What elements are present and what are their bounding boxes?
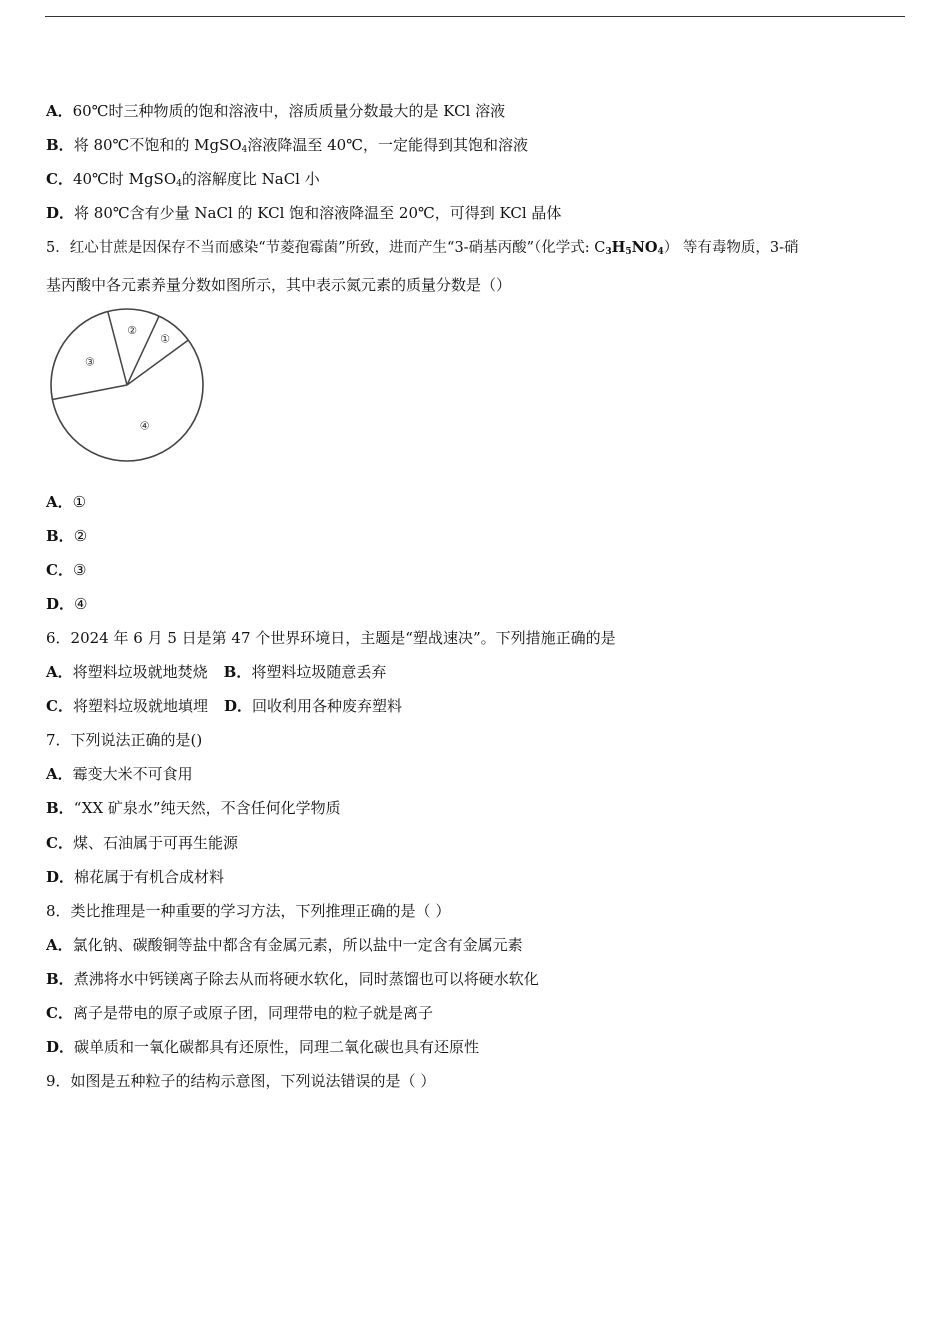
option-label: A．	[46, 493, 73, 511]
subscript: 5	[625, 247, 632, 257]
formula-part: H	[611, 239, 626, 256]
option-label: B．	[46, 527, 74, 545]
q8-option-a	[46, 935, 523, 955]
pie-slice-label: ④	[139, 419, 150, 433]
option-text-part: 将 80℃不饱和的 MgSO	[73, 136, 242, 154]
q7-stem: 7．下列说法正确的是()	[46, 731, 203, 749]
option-text: ②	[73, 527, 88, 545]
subscript: 4	[176, 179, 182, 189]
q5-text: 5．红心甘蔗是因保存不当而感染“节菱孢霉菌”所致，进而产生“3-硝基丙酸”（化学式: C	[46, 240, 606, 256]
option-text: 碳单质和一氧化碳都具有还原性，同理二氧化碳也具有还原性	[74, 1038, 480, 1056]
option-label: B．	[46, 799, 74, 817]
option-label: C．	[46, 1004, 73, 1022]
subscript: 4	[241, 145, 248, 155]
q6-options-row2	[46, 696, 402, 716]
option-text: ④	[74, 595, 88, 613]
option-label: A．	[46, 102, 73, 120]
option-text: 棉花属于有机合成材料	[74, 868, 225, 886]
option-label: B．	[46, 136, 74, 154]
option-label: A．	[46, 936, 73, 954]
option-text: 煮沸将水中钙镁离子除去从而将硬水软化，同时蒸馏也可以将硬水软化	[73, 970, 539, 988]
option-text: 回收利用各种废弃塑料	[251, 697, 402, 715]
q4-option-c	[46, 169, 320, 189]
q5-stem-line2: 基丙酸中各元素养量分数如图所示，其中表示氮元素的质量分数是（）	[46, 276, 512, 294]
q8-option-c	[46, 1003, 433, 1023]
option-label: C．	[46, 834, 73, 852]
option-label: D．	[223, 697, 252, 715]
q9-stem: 9．如图是五种粒子的结构示意图，下列说法错误的是（ ）	[46, 1072, 436, 1090]
pie-divider	[127, 340, 188, 385]
option-label: A．	[46, 663, 73, 681]
subscript: 3	[605, 247, 612, 257]
pie-chart	[47, 305, 207, 465]
q4-option-b	[46, 135, 528, 155]
option-text: 将塑料垃圾就地焚烧	[72, 663, 208, 681]
option-text: 60℃时三种物质的饱和溶液中，溶质质量分数最大的是 KCl 溶液	[72, 102, 506, 120]
q5-option-a	[46, 492, 86, 512]
option-text: ③	[72, 561, 87, 579]
option-label: B．	[46, 970, 74, 988]
option-label: D．	[46, 595, 75, 613]
option-text-part: 溶液降温至 40℃，一定能得到其饱和溶液	[247, 136, 529, 154]
formula-part: NO	[631, 239, 658, 256]
pie-group	[51, 309, 203, 461]
pie-slice-label: ②	[127, 324, 137, 338]
pie-slice-label: ③	[84, 355, 95, 369]
q4-option-d	[46, 203, 561, 223]
option-text: “XX 矿泉水”纯天然，不含任何化学物质	[73, 799, 341, 817]
q4-option-a	[46, 101, 505, 121]
q7-option-b	[46, 798, 341, 818]
q8-option-d	[46, 1037, 479, 1057]
option-text: 煤、石油属于可再生能源	[72, 834, 238, 852]
q6-options-row1	[46, 662, 386, 682]
option-label: B．	[223, 663, 252, 681]
q5-stem-line1	[46, 238, 798, 258]
q7-option-d	[46, 867, 224, 887]
option-label: C．	[46, 170, 73, 188]
option-text: 将塑料垃圾随意丢弃	[251, 663, 387, 681]
q5-option-c	[46, 560, 86, 580]
q8-option-b	[46, 969, 539, 989]
q5-option-b	[46, 526, 87, 546]
option-text: 霉变大米不可食用	[72, 765, 193, 783]
subscript: 4	[657, 247, 664, 257]
option-text-part: 40℃时 MgSO	[72, 170, 177, 188]
q5-option-d	[46, 594, 87, 614]
option-text-part: 的溶解度比 NaCl 小	[181, 170, 320, 188]
header-rule	[45, 16, 905, 17]
q6-stem: 6．2024 年 6 月 5 日是第 47 个世界环境日，主题是“塑战速决”。下列措施正确的是	[46, 629, 616, 647]
option-label: C．	[46, 561, 73, 579]
option-label: D．	[46, 1038, 75, 1056]
pie-divider	[108, 312, 127, 386]
q5-text: ） 等有毒物质，3-硝	[663, 240, 799, 256]
option-label: C．	[46, 697, 73, 715]
option-label: A．	[46, 765, 73, 783]
pie-slice-label: ①	[160, 332, 171, 346]
q7-option-c	[46, 833, 238, 853]
option-text: 将塑料垃圾就地填埋	[72, 697, 208, 715]
option-label: D．	[46, 868, 75, 886]
pie-divider	[52, 385, 127, 400]
option-text: 氯化钠、碳酸铜等盐中都含有金属元素，所以盐中一定含有金属元素	[72, 936, 523, 954]
q8-stem: 8．类比推理是一种重要的学习方法，下列推理正确的是（ ）	[46, 902, 451, 920]
q7-option-a	[46, 764, 193, 784]
option-text: ①	[72, 493, 87, 511]
option-text: 将 80℃含有少量 NaCl 的 KCl 饱和溶液降温至 20℃，可得到 KCl 晶体	[74, 204, 562, 222]
option-label: D．	[46, 204, 75, 222]
option-text: 离子是带电的原子或原子团，同理带电的粒子就是离子	[72, 1004, 433, 1022]
